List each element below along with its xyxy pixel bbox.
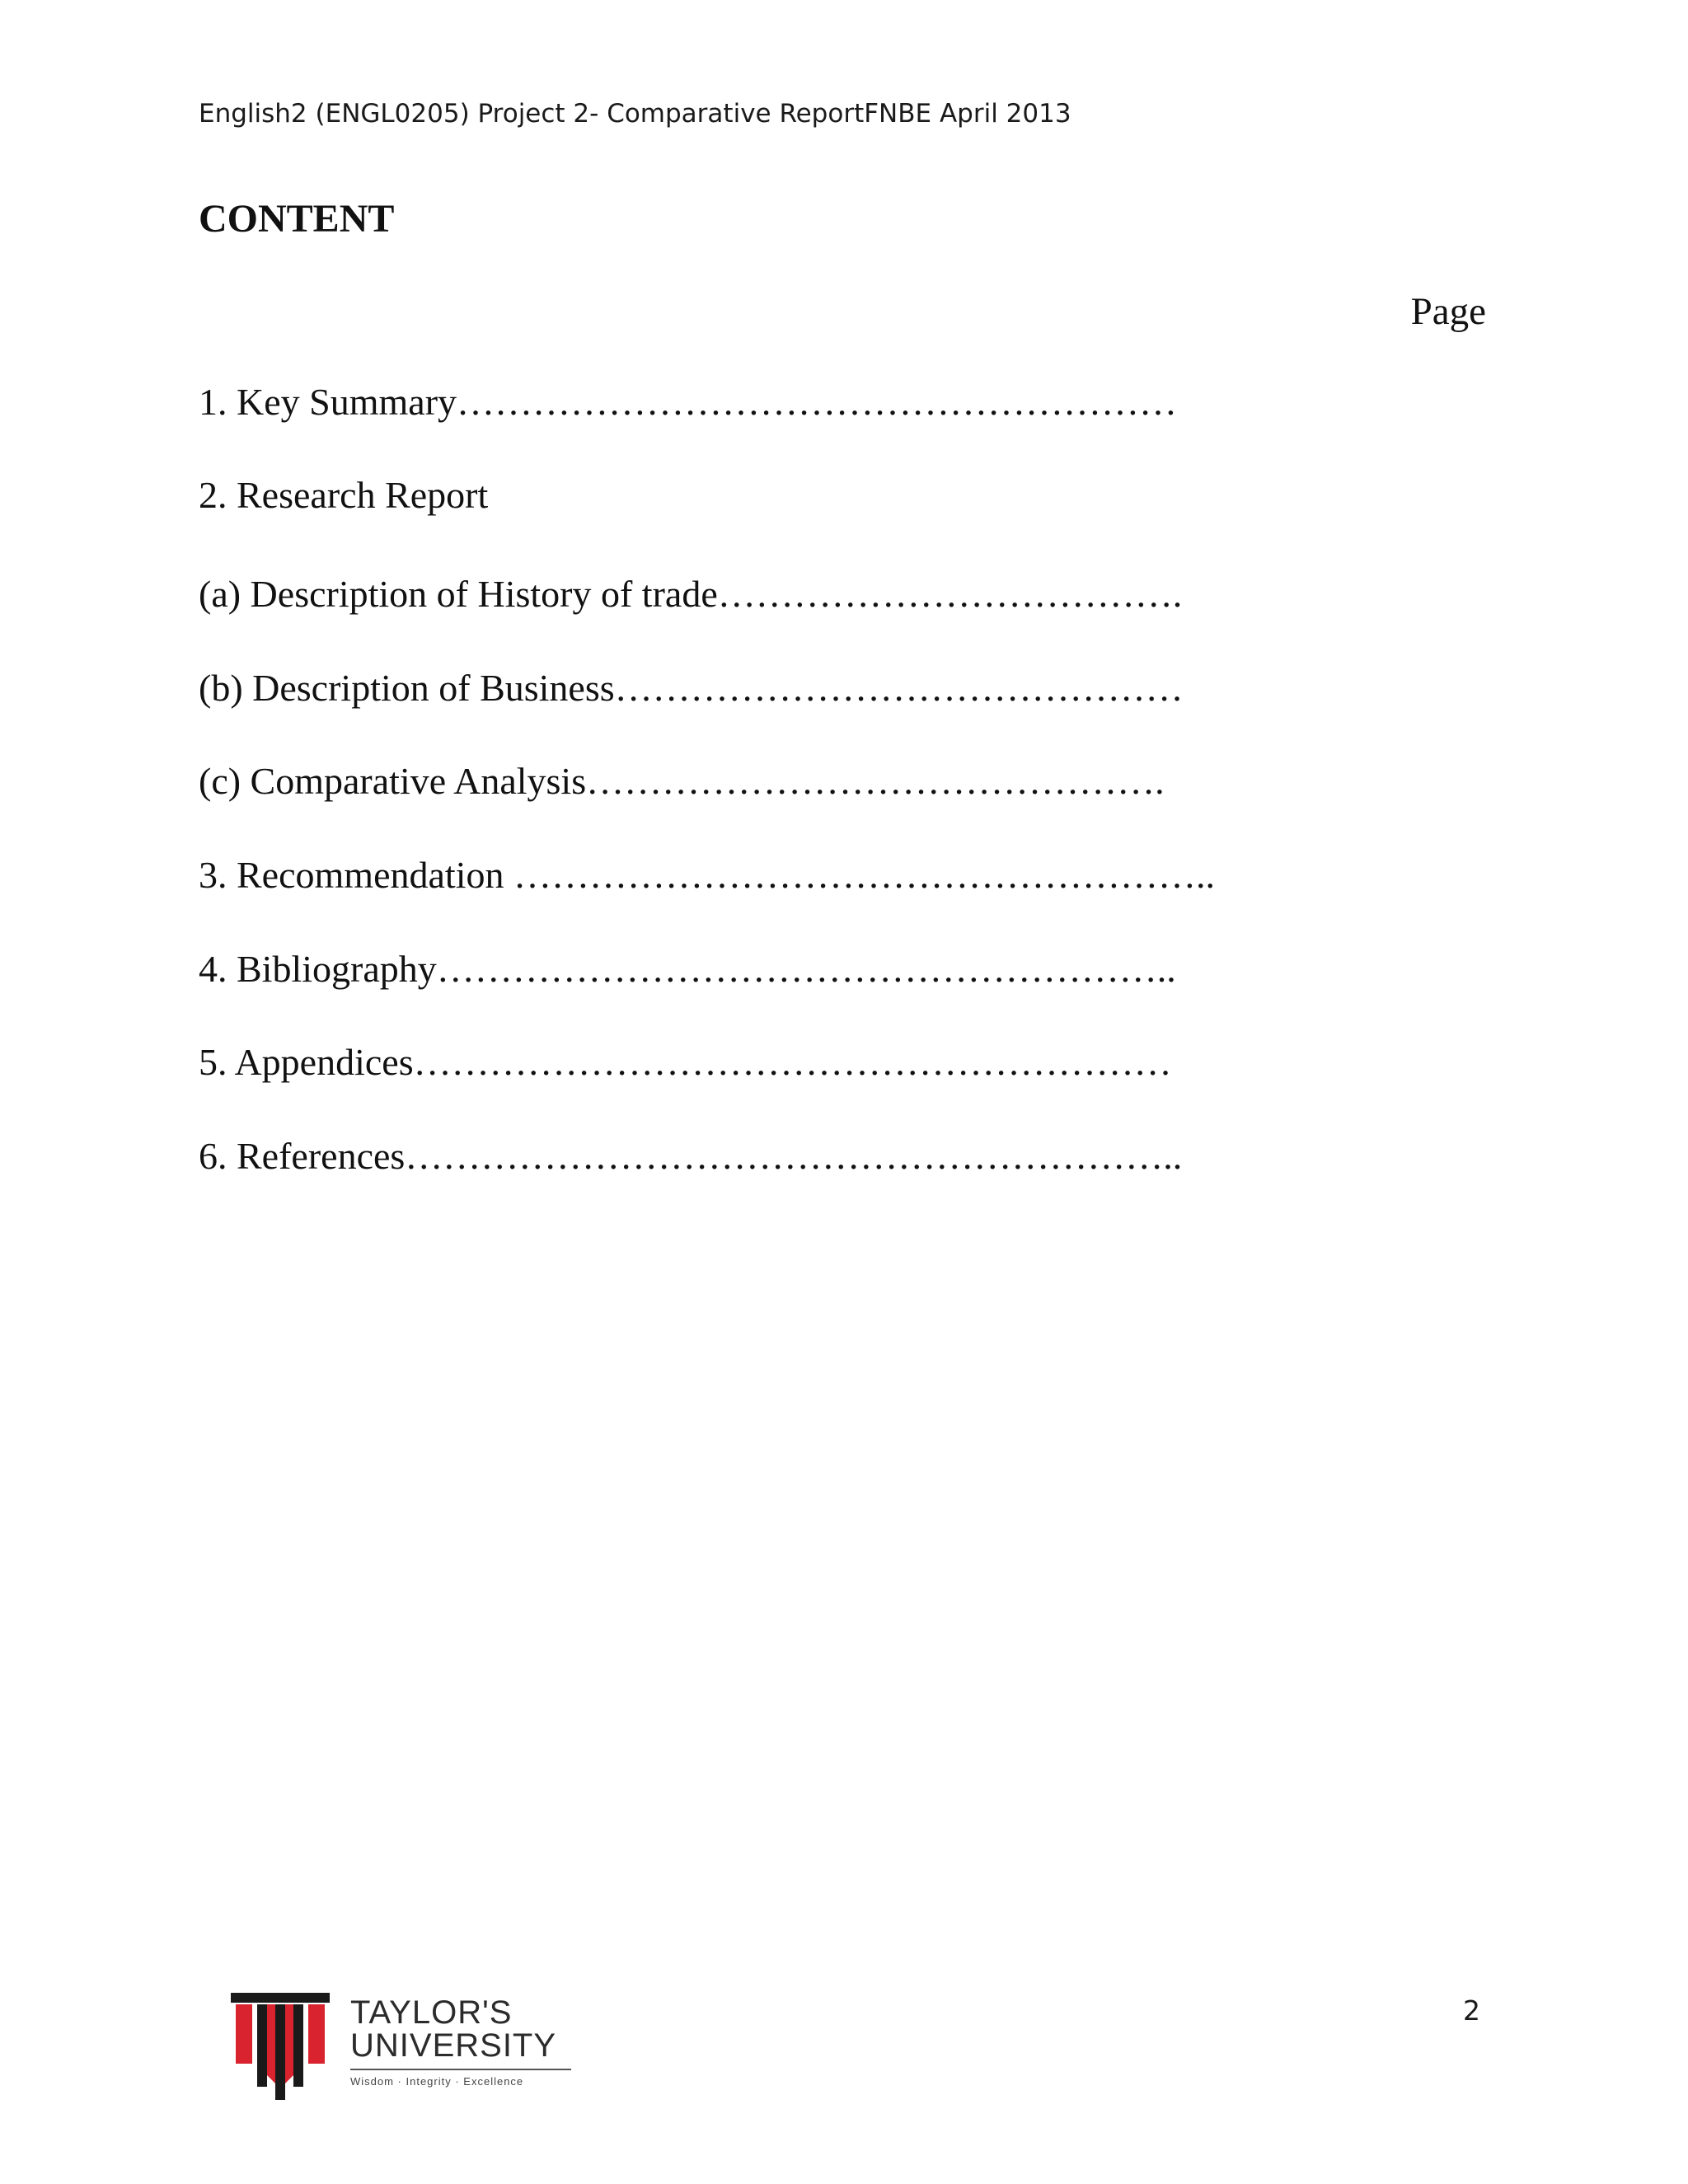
toc-entry-references: 6. References…………………………………………………….. (199, 1135, 1183, 1177)
toc-entry-key-summary: 1. Key Summary………………………………………………… (199, 381, 1178, 423)
toc-entry-bibliography: 4. Bibliography………………………………………………….. (199, 948, 1176, 990)
toc-entry-comparative-analysis: (c) Comparative Analysis………………………………………. (199, 760, 1165, 802)
toc-entry-research-report: 2. Research Report (199, 474, 489, 516)
running-header: English2 (ENGL0205) Project 2- Comparative ReportFNBE April 2013 (199, 99, 1071, 129)
university-crest-icon (231, 1993, 330, 2100)
toc-entry-history-of-trade: (a) Description of History of trade………………………………. (199, 573, 1183, 615)
page-column-label: Page (1410, 290, 1486, 333)
page-title: CONTENT (199, 197, 395, 241)
logo-divider (350, 2069, 571, 2070)
university-logo (231, 1993, 577, 2100)
page-number: 2 (1463, 1994, 1480, 2027)
toc-entry-recommendation: 3. Recommendation ……………………………………………….. (199, 854, 1215, 896)
toc-entry-appendices: 5. Appendices…………………………………………………… (199, 1041, 1172, 1083)
logo-tagline: Wisdom · Integrity · Excellence (350, 2075, 524, 2088)
toc-entry-description-of-business: (b) Description of Business……………………………………… (199, 667, 1184, 709)
logo-name-line-2: UNIVERSITY (350, 2027, 557, 2064)
logo-name-line-1: TAYLOR'S (350, 1994, 513, 2031)
